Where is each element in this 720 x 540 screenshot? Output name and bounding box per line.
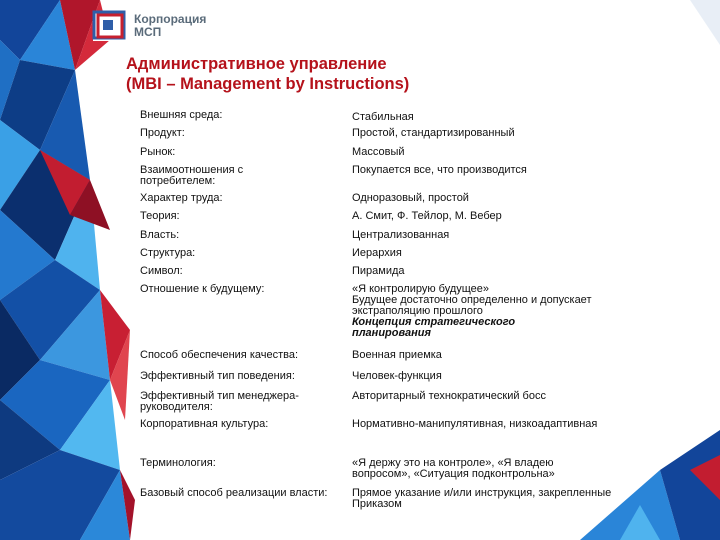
row-key: Эффективный тип поведения: [140, 370, 295, 382]
row-key: Рынок: [140, 146, 176, 158]
title-line-2: (MBI – Management by Instructions) [126, 75, 410, 93]
row-key: Базовый способ реализации власти: [140, 487, 328, 499]
row-value-group [352, 284, 642, 339]
logo-line-2: МСП [134, 25, 162, 39]
row-key: Структура: [140, 247, 196, 259]
row-value: Иерархия [352, 247, 402, 259]
row-key: Внешняя среда: [140, 109, 223, 121]
row-value: Человек-функция [352, 370, 442, 382]
right-shard [690, 0, 720, 45]
logo-text [134, 13, 206, 39]
row-key: Власть: [140, 229, 180, 241]
row-key: Теория: [140, 210, 180, 222]
row-value: Пирамида [352, 265, 405, 277]
row-value: Простой, стандартизированный [352, 127, 515, 139]
page-title [126, 54, 409, 94]
row-key: Терминология: [140, 457, 216, 469]
row-value: Прямое указание и/или инструкция, закрепленные Приказом [352, 487, 612, 510]
row-key: Отношение к будущему: [140, 283, 265, 295]
row-value: «Я держу это на контроле», «Я владею вопросом», «Ситуация подконтрольна» [352, 457, 555, 480]
logo-mark-icon [92, 10, 128, 42]
row-value: Покупается все, что производится [352, 164, 527, 176]
row-key: Эффективный тип менеджера-руководителя: [140, 390, 299, 413]
row-value: Нормативно-манипулятивная, низкоадаптивная [352, 418, 598, 430]
row-key: Способ обеспечения качества: [140, 349, 299, 361]
row-value: Стабильная [352, 111, 414, 123]
row-value: Массовый [352, 146, 405, 158]
row-value: Одноразовый, простой [352, 192, 469, 204]
row-value: Военная приемка [352, 349, 442, 361]
row-value-emphasis: Концепция стратегического планирования [352, 316, 516, 339]
row-value: Авторитарный технократический босс [352, 390, 546, 402]
row-value: А. Смит, Ф. Тейлор, М. Вебер [352, 210, 502, 222]
row-key: Символ: [140, 265, 183, 277]
row-key: Характер труда: [140, 192, 223, 204]
logo-line-1: Корпорация [134, 12, 207, 26]
row-value: «Я контролирую будущее» [352, 283, 490, 295]
title-line-1: Административное управление [126, 55, 387, 73]
row-key: Взаимоотношения с потребителем: [140, 164, 244, 187]
company-logo [92, 10, 206, 42]
row-key: Корпоративная культура: [140, 418, 269, 430]
row-value: Централизованная [352, 229, 450, 241]
row-value-detail: Будущее достаточно определенно и допускает экстраполяцию прошлого [352, 294, 592, 317]
row-key: Продукт: [140, 127, 185, 139]
